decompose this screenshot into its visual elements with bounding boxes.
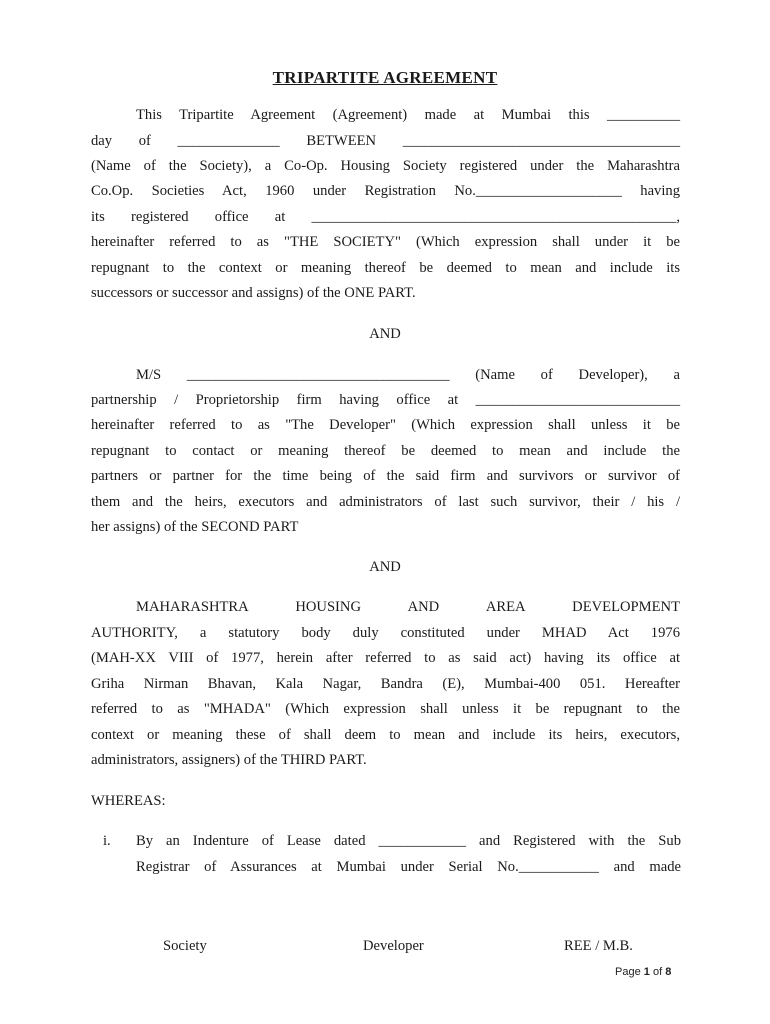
and-separator-2: AND [369,559,401,575]
document-title: TRIPARTITE AGREEMENT [272,68,498,87]
para1-line-3: (Name of the Society), a Co-Op. Housing Society registered under the Maharashtra [91,158,680,174]
list-item-number: i. [103,833,111,849]
para1-line-7: repugnant to the context or meaning thereof be deemed to mean and include its [91,260,680,276]
current-page-number: 1 [643,966,650,978]
para2-line-4: repugnant to contact or meaning thereof be deemed to mean and include the [91,443,680,459]
whereas-heading: WHEREAS: [91,793,166,809]
para3-line-3: (MAH-XX VIII of 1977, herein after referred to as said act) having its office at [91,650,680,666]
para2-line-6: them and the heirs, executors and administrators of last such survivor, their / his / [91,494,680,510]
signature-ree: REE / M.B. [564,938,633,954]
page-number-footer [615,966,671,978]
para1-line-4: Co.Op. Societies Act, 1960 under Registration No.____________________ having [91,183,680,199]
para3-line-2: AUTHORITY, a statutory body duly constituted under MHAD Act 1976 [91,625,680,641]
list-item-line-1: By an Indenture of Lease dated ____________ and Registered with the Sub [136,833,681,849]
para3-line-4: Griha Nirman Bhavan, Kala Nagar, Bandra (E), Mumbai-400 051. Hereafter [91,676,680,692]
para2-line-7: her assigns) of the SECOND PART [91,519,299,535]
para1-line-8: successors or successor and assigns) of the ONE PART. [91,285,416,301]
para1-line-1: This Tripartite Agreement (Agreement) made at Mumbai this __________ [136,107,680,123]
list-item-line-2: Registrar of Assurances at Mumbai under Serial No.___________ and made [136,859,681,875]
page-label: Page [615,966,641,978]
para2-line-3: hereinafter referred to as "The Developer" (Which expression shall unless it be [91,417,680,433]
page-of-label: of [652,966,663,978]
and-separator-1: AND [369,326,401,342]
para2-line-5: partners or partner for the time being of the said firm and survivors or survivor of [91,468,680,484]
para3-line-7: administrators, assigners) of the THIRD PART. [91,752,367,768]
signature-developer: Developer [363,938,424,954]
signature-society: Society [163,938,207,954]
para1-line-6: hereinafter referred to as "THE SOCIETY" (Which expression shall under it be [91,234,680,250]
para1-line-2: day of ______________ BETWEEN ______________________________________ [91,133,680,149]
para2-line-2: partnership / Proprietorship firm having office at ____________________________ [91,392,680,408]
total-pages-number: 8 [665,966,672,978]
para3-line-5: referred to as "MHADA" (Which expression shall unless it be repugnant to the [91,701,680,717]
para2-line-1: M/S ____________________________________ (Name of Developer), a [136,367,680,383]
para1-line-5: its registered office at __________________________________________________, [91,209,680,225]
para3-line-1: MAHARASHTRA HOUSING AND AREA DEVELOPMENT [136,599,680,615]
para3-line-6: context or meaning these of shall deem to mean and include its heirs, executors, [91,727,680,743]
